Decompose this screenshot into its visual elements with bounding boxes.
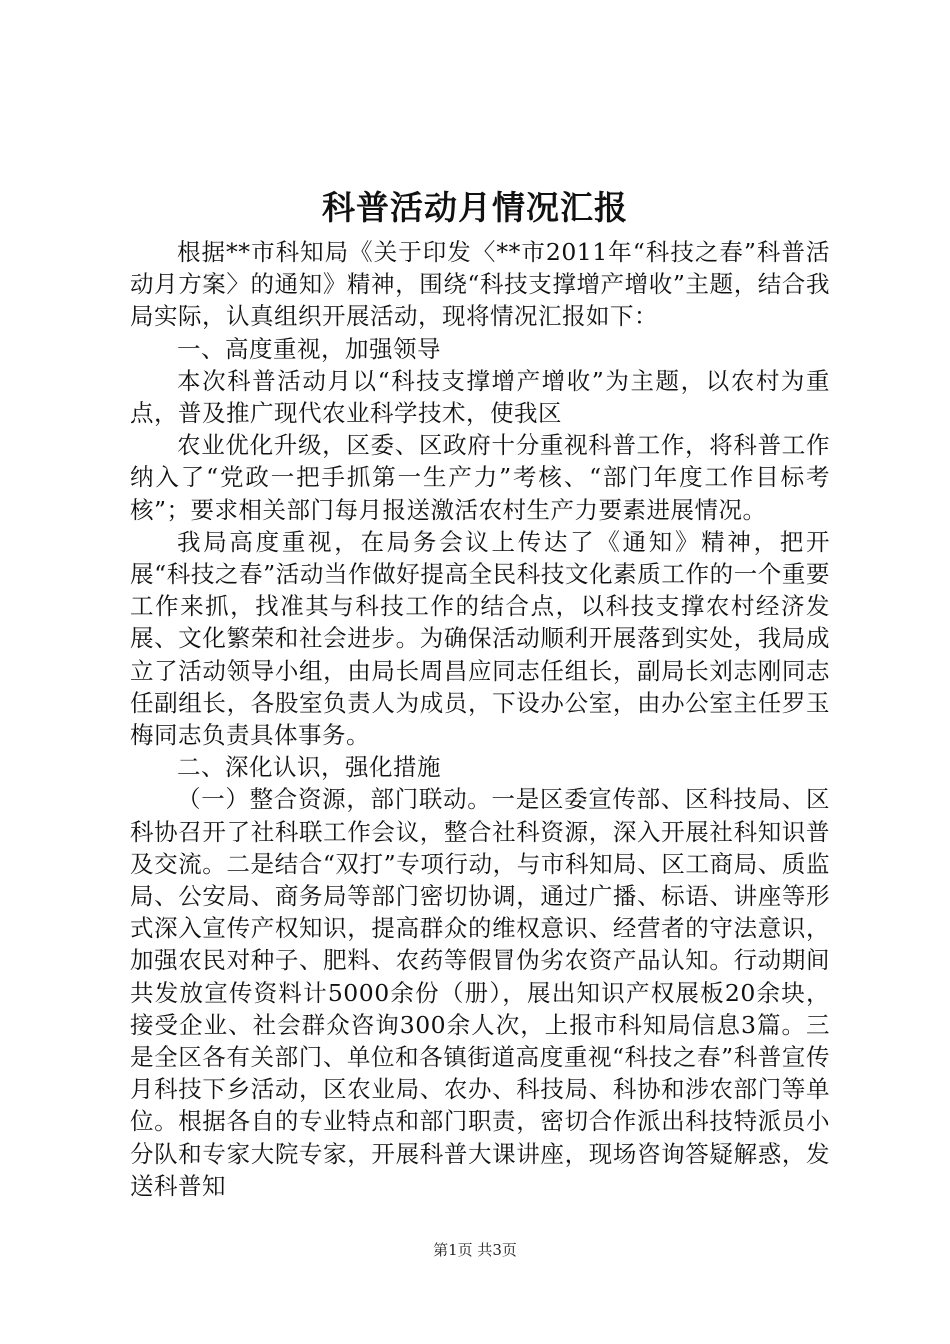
section-heading-1: 一、高度重视，加强领导 [177,334,441,363]
paragraph-intro: 根据**市科知局《关于印发〈**市2011年“科技之春”科普活动月方案〉的通知》精神，围绕“科技支撑增产增收”主题，结合我局实际，认真组织开展活动，现将情况汇报如下： [130,238,830,331]
paragraph-resources: （一）整合资源，部门联动。一是区委宣传部、区科技局、区科协召开了社科联工作会议，整合社科资源，深入开展社科知识普及交流。二是结合“双打”专项行动，与市科知局、区工商局、质监局、公安局、商务局等部门密切协调，通过广播、标语、讲座等形式深入宣传产权知识，提高群众的维权意识、经营者的守法意识，加强农民对种子、肥料、农药等假冒伪劣农资产品认知。行动期间共发放宣传资料计5000余份（册），展出知识产权展板20余块，接受企业、社会群众咨询300余人次，上报市科知局信息3篇。三是全区各有关部门、单位和各镇街道高度重视“科技之春”科普宣传月科技下乡活动，区农业局、农办、科技局、科协和涉农部门等单位。根据各自的专业特点和部门职责，密切合作派出科技特派员小分队和专家大院专家，开展科普大课讲座，现场咨询答疑解惑，发送科普知 [130,785,830,1200]
paragraph-agriculture: 农业优化升级，区委、区政府十分重视科普工作，将科普工作纳入了“党政一把手抓第一生产力”考核、“部门年度工作目标考核”；要求相关部门每月报送激活农村生产力要素进展情况。 [130,431,830,524]
paragraph-leadership: 我局高度重视，在局务会议上传达了《通知》精神，把开展“科技之春”活动当作做好提高全民科技文化素质工作的一个重要工作来抓，找准其与科技工作的结合点，以科技支撑农村经济发展、文化繁荣和社会进步。为确保活动顺利开展落到实处，我局成立了活动领导小组，由局长周昌应同志任组长，副局长刘志刚同志任副组长，各股室负责人为成员，下设办公室，由办公室主任罗玉梅同志负责具体事务。 [130,527,830,750]
page-number-footer: 第1页 共3页 [433,1241,517,1259]
paragraph-theme: 本次科普活动月以“科技支撑增产增收”为主题，以农村为重点，普及推广现代农业科学技术，使我区 [130,366,830,428]
section-heading-2: 二、深化认识，强化措施 [177,753,441,782]
document-title: 科普活动月情况汇报 [322,188,628,227]
document-body [130,236,830,1202]
